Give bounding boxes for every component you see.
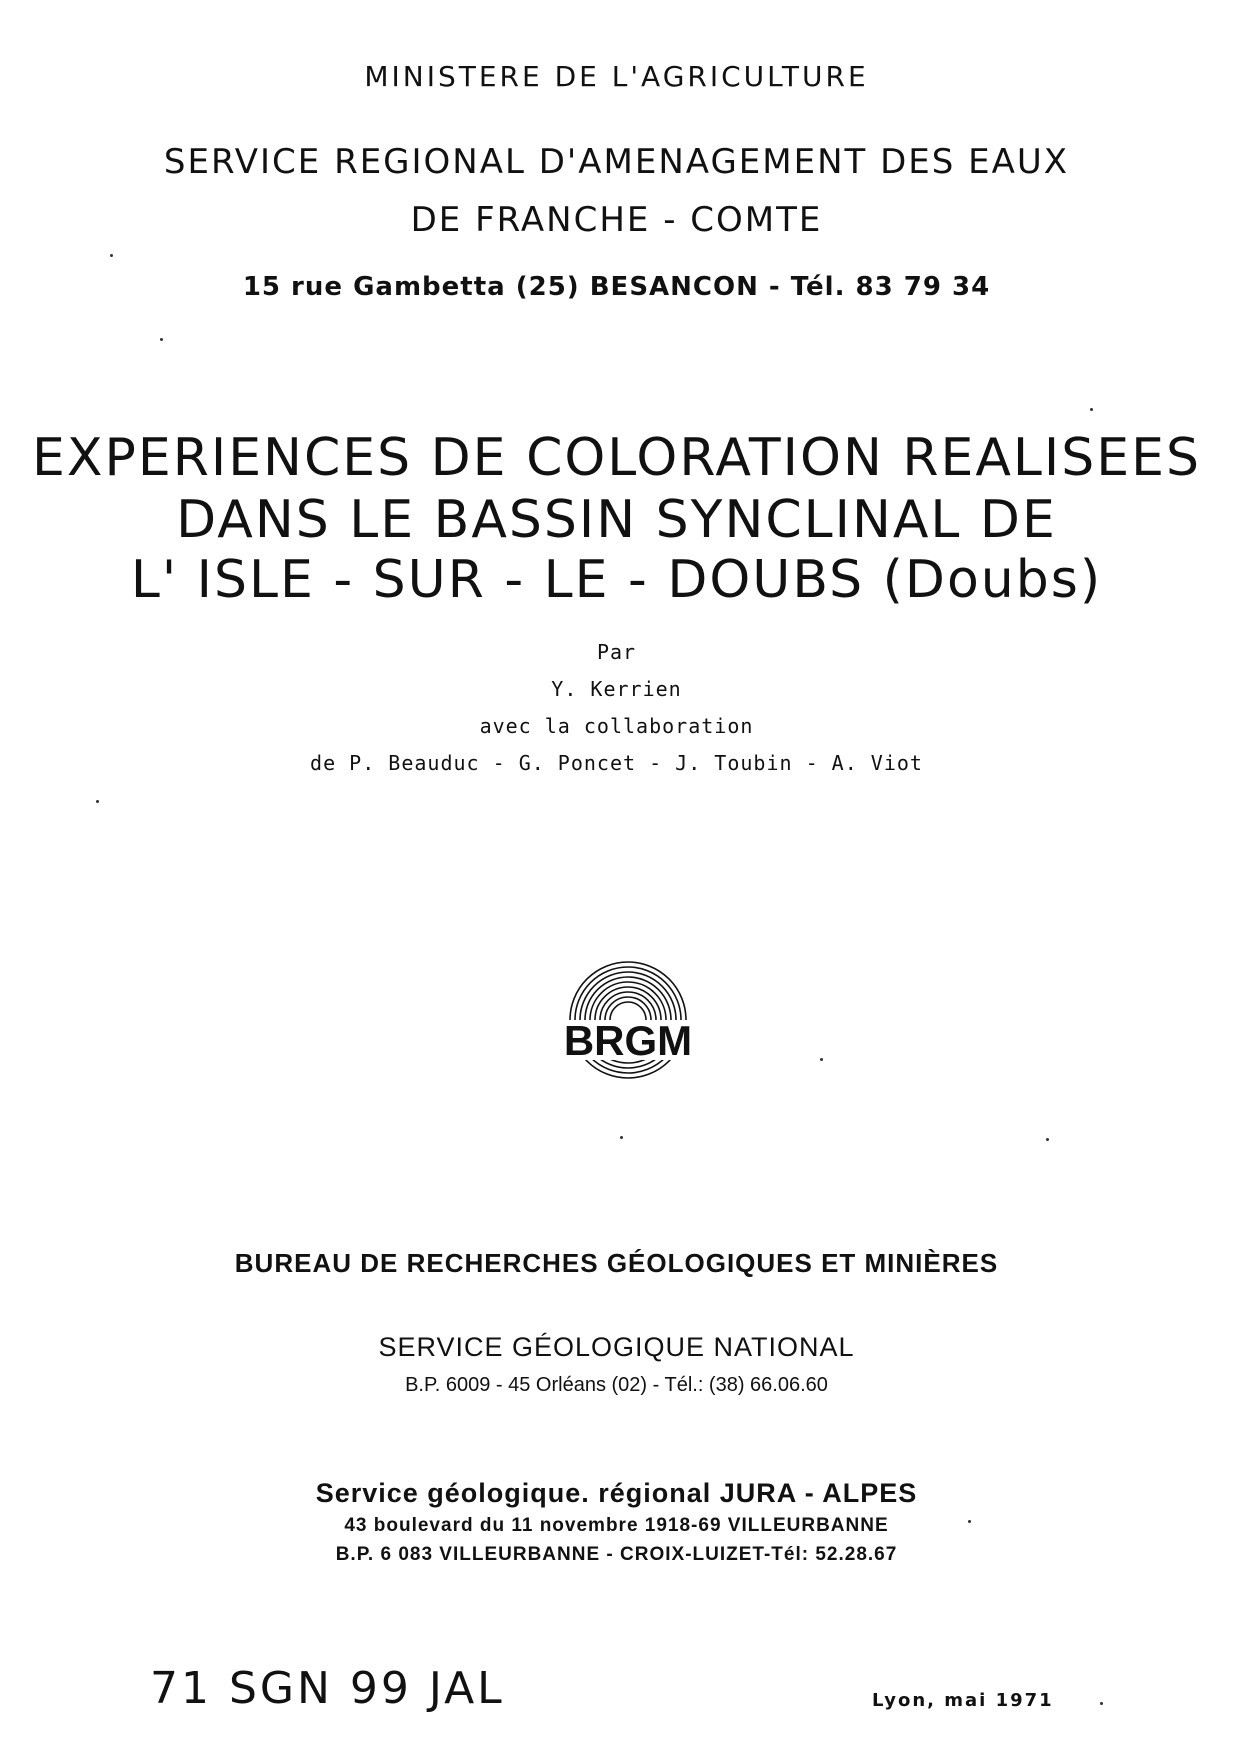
- by-label: Par: [596, 640, 637, 664]
- scan-speck: [968, 1520, 971, 1523]
- collaboration-intro: avec la collaboration: [479, 714, 754, 738]
- scan-speck: [620, 1136, 623, 1139]
- collaborators: de P. Beauduc - G. Poncet - J. Toubin - A. Viot: [310, 751, 923, 775]
- service-heading-line1: SERVICE REGIONAL D'AMENAGEMENT DES EAUX: [163, 142, 1070, 182]
- regional-address-line1: 43 boulevard du 11 novembre 1918-69 VILLEURBANNE: [344, 1515, 889, 1536]
- document-title-line2: DANS LE BASSIN SYNCLINAL DE: [176, 490, 1057, 550]
- document-title-line3: L' ISLE - SUR - LE - DOUBS (Doubs): [130, 550, 1103, 610]
- brgm-logo: [528, 958, 728, 1098]
- regional-address-line2: B.P. 6 083 VILLEURBANNE - CROIX-LUIZET-Tél: 52.28.67: [335, 1544, 898, 1565]
- scan-speck: [96, 800, 99, 803]
- scan-speck: [1090, 408, 1093, 411]
- brgm-logo-text: BRGM: [563, 1017, 693, 1064]
- scan-speck: [160, 338, 163, 341]
- scan-speck: [1100, 1702, 1103, 1705]
- service-heading-line2: DE FRANCHE - COMTE: [410, 200, 823, 240]
- regional-service-name: Service géologique. régional JURA - ALPES: [315, 1478, 918, 1508]
- scan-speck: [820, 1058, 823, 1061]
- ministry-heading: MINISTERE DE L'AGRICULTURE: [364, 60, 869, 93]
- main-author: Y. Kerrien: [551, 677, 682, 701]
- report-reference: 71 SGN 99 JAL: [150, 1663, 505, 1714]
- place-and-date: Lyon, mai 1971: [872, 1690, 1054, 1711]
- scan-speck: [1046, 1138, 1049, 1141]
- service-address: 15 rue Gambetta (25) BESANCON - Tél. 83 79 34: [242, 272, 991, 302]
- scan-speck: [110, 254, 113, 257]
- bureau-name: BUREAU DE RECHERCHES GÉOLOGIQUES ET MINIÈRES: [234, 1248, 999, 1278]
- national-service-name: SERVICE GÉOLOGIQUE NATIONAL: [378, 1332, 855, 1362]
- document-title-line1: EXPERIENCES DE COLORATION REALISEES: [32, 428, 1201, 488]
- national-service-address: B.P. 6009 - 45 Orléans (02) - Tél.: (38) 66.06.60: [405, 1374, 828, 1396]
